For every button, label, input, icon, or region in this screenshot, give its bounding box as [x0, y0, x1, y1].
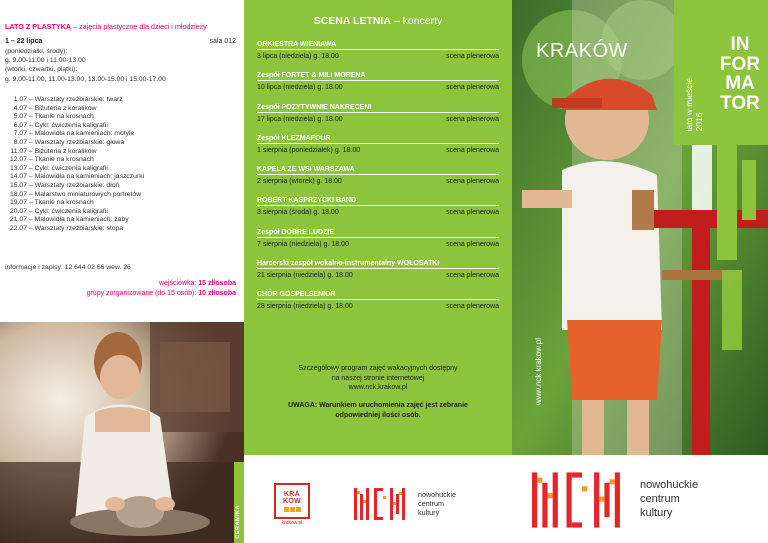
concert-name: KAPELA ZE WSI WARSZAWA [257, 166, 355, 174]
concert-item [257, 165, 499, 196]
concert-date: 3 sierpnia (środa) g. 18.00 [257, 209, 339, 217]
workshop-item: 5.07 – Tkanie na krosnach [13, 113, 94, 121]
concert-name: Zespół POZYTYWNIE NAKRĘCENI [257, 103, 372, 111]
left-panel [0, 0, 244, 543]
concert-date: 1 sierpnia (poniedziałek) g. 18.00 [257, 146, 361, 154]
workshop-item: 4.07 – Biżuteria z koralików [13, 104, 97, 112]
concert-date: 21 sierpnia (niedziela) g. 18.00 [257, 272, 353, 280]
concert-place: scena plenerowa [446, 178, 499, 186]
concert-date: 3 lipca (niedziela) g. 18.00 [257, 53, 339, 60]
workshop-title: LATO Z PLASTYKĄ – zajęcia plastyczne dla dzieci i młodzieży [5, 22, 207, 31]
concert-date: 10 lipca (niedziela) g. 18.00 [257, 84, 343, 92]
workshop-item: 11.07 – Biżuteria z koralików [10, 147, 97, 155]
nck-logo-large: nowohuckie centrum kultury [532, 472, 762, 528]
concert-item [257, 40, 499, 71]
concert-item [257, 196, 499, 227]
concert-name: Zespół DOBRE LUDZIE [257, 228, 335, 236]
concert-list [257, 40, 499, 322]
krakow-logo: KRA KÓW krakow.pl [274, 483, 310, 527]
nck-logo-mark [354, 488, 412, 520]
concert-item [257, 103, 499, 134]
pottery-photo [0, 322, 244, 543]
workshop-item: 8.07 – Warsztaty rzeźbiarskie: głowa [13, 138, 125, 146]
city-wordmark: KRAKÓW [536, 40, 628, 62]
concert-date: 2 sierpnia (wtorek) g. 18.00 [257, 178, 342, 186]
concert-date: 7 sierpnia (niedziela) g. 18.00 [257, 240, 349, 248]
price-group: grupy zorganizowane (do 15 osób): 10 zł/osoba [86, 290, 236, 297]
workshop-item: 21.07 – Malowidła na kamieniach: żaby [9, 216, 129, 224]
concert-item [257, 71, 499, 102]
workshop-item: 1.07 – Warsztaty rzeźbiarskie: twarz [13, 96, 123, 103]
concert-item [257, 259, 499, 290]
workshop-hours: (poniedziałki, środy): g. 9.00-11.00 i 11.00-13.00 (wtorki, czwartki, piątki): g. 9.00-11.00, 11.00-13.00, 13.00-15.00 i 15.00-17.00 [5, 48, 166, 83]
concert-name: ROBERT KASPRZYCKI BAND [257, 197, 357, 205]
nck-logo-small: nowohuckie centrum kultury [354, 488, 484, 520]
workshop-item: 14.07 – Malowidła na kamieniach: jaszczurki [9, 173, 145, 181]
concert-item [257, 290, 499, 321]
warning-note: UWAGA: Warunkiem uruchomienia zajęć jest zebranie odpowiedniej ilości osób. [288, 402, 468, 419]
workshop-info: informacje i zapisy: 12 644 02 66 wew. 26 [5, 264, 131, 271]
concert-date: 17 lipca (niedziela) g. 18.00 [257, 115, 343, 123]
concert-place: scena plenerowa [446, 115, 499, 123]
price-single: wejściówka: 15 zł/osoba [158, 280, 236, 287]
concert-place: scena plenerowa [446, 146, 499, 154]
concert-place: scena plenerowa [446, 272, 499, 280]
concert-date: 28 sierpnia (niedziela) g. 18.00 [257, 303, 353, 311]
informator-title: IN FOR MA TOR [719, 34, 761, 114]
concert-name: Harcerski zespół wokalno-instrumentalny WOŁOSATKI [257, 260, 440, 268]
website-url: www.nck.krakow.pl [534, 338, 543, 406]
concert-place: scena plenerowa [446, 240, 499, 248]
workshop-date-range: 1 – 22 lipca [5, 38, 43, 45]
concert-name: ORKIESTRA WIENIAWA [257, 41, 337, 48]
concert-item [257, 134, 499, 165]
workshop-item: 12.07 – Tkanie na krosnach [9, 156, 94, 164]
workshop-list [4, 96, 144, 234]
workshop-item: 13.07 – Cykl: ćwiczenia kaligrafii [9, 164, 108, 172]
workshop-item: 22.07 – Warsztaty rzeźbiarskie: stopa [9, 224, 124, 232]
concert-name: Zespół KLEZMAFOUR [257, 134, 331, 142]
workshop-item: 6.07 – Cykl: ćwiczenia kaligrafii [13, 121, 108, 129]
nck-logo-mark-large [532, 472, 632, 528]
workshop-room: sala 012 [209, 38, 236, 45]
concert-item [257, 228, 499, 259]
workshop-item: 20.07 – Cykl: ćwiczenia kaligrafii [9, 207, 108, 215]
workshop-item: 18.07 – Malarstwo miniaturowych portretów [9, 190, 142, 198]
concert-place: scena plenerowa [446, 84, 499, 92]
concert-name: CHÓR GOSPELSENIOR [257, 291, 336, 299]
program-note: Szczegółowy program zajęć wakacyjnych dostępny na naszej stronie internetowej www.nck.krakow.pl [298, 365, 458, 391]
concert-place: scena plenerowa [446, 303, 499, 311]
right-panel [512, 0, 768, 543]
middle-panel [244, 0, 512, 543]
season-label: lato w mieście 2016 [684, 78, 704, 132]
workshop-item: 7.07 – Malowidła na kamieniach: motyle [13, 130, 135, 138]
ceramika-tag: CERAMIKA [234, 462, 244, 543]
concert-name: Zespół FORTET & MILI MORENA [257, 72, 366, 80]
workshop-item: 15.07 – Warsztaty rzeźbiarskie: dłoń [9, 181, 120, 189]
concerts-section [244, 0, 512, 455]
concerts-header: SCENA LETNIA – koncerty [313, 15, 443, 27]
concert-place: scena plenerowa [446, 209, 499, 217]
concert-place: scena plenerowa [446, 53, 499, 60]
workshop-item: 19.07 – Tkanie na krosnach [9, 199, 94, 207]
